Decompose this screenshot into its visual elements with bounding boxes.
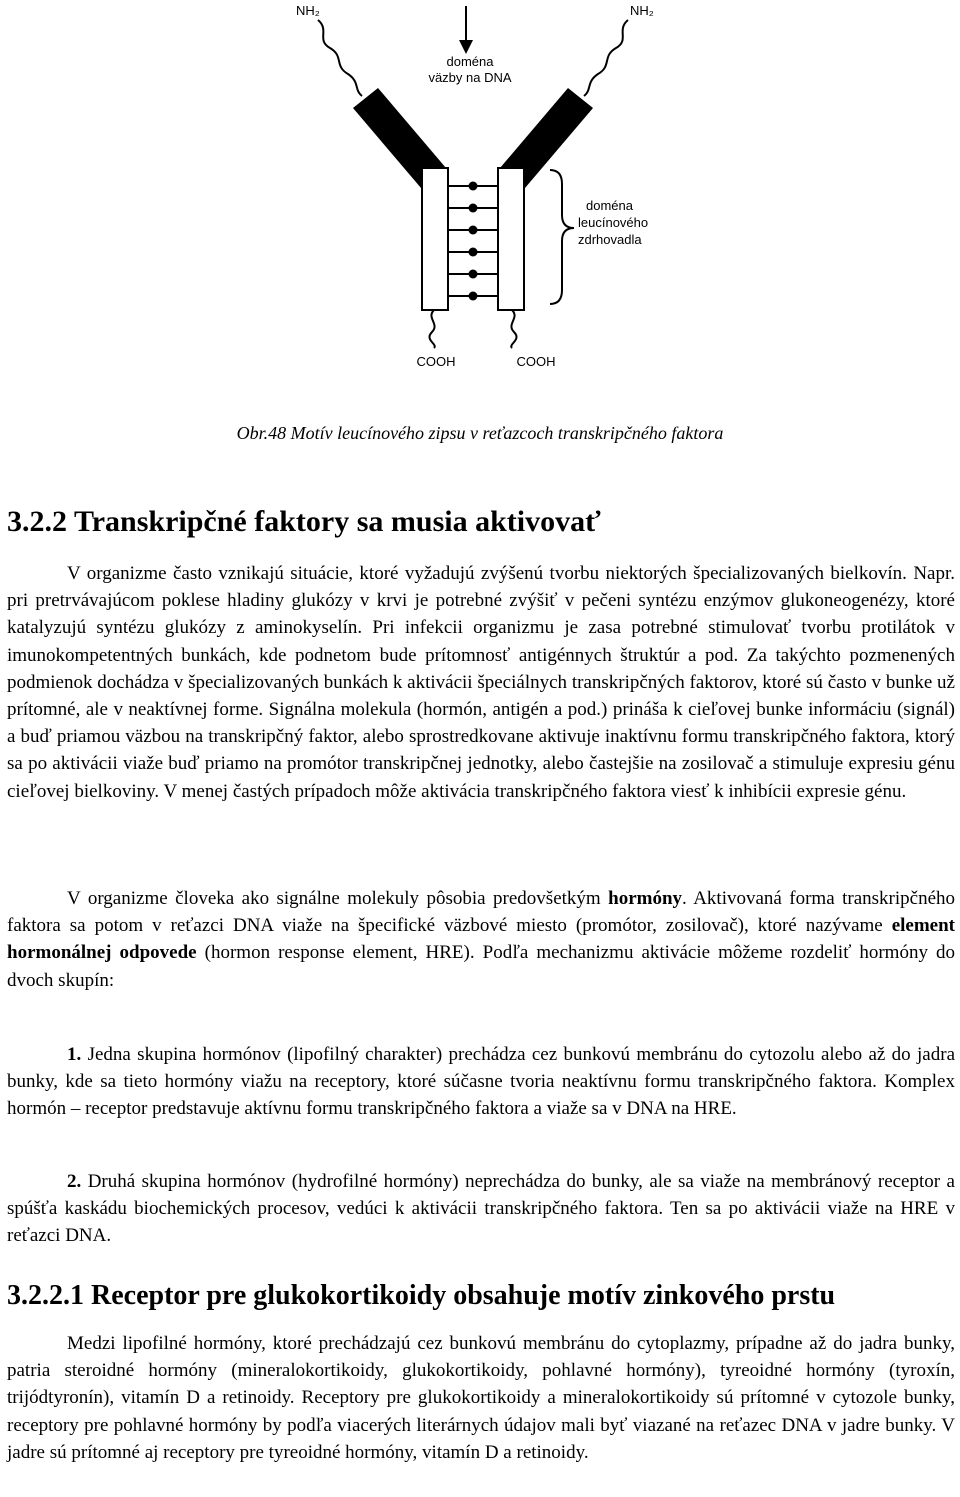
paragraph-2: V organizme človeka ako signálne molekuly pôsobia predovšetkým hormóny. Aktivovaná forma transkripčného faktora sa potom v reťazci DNA viaže na špecifické väzbové miesto (promótor, zosilovač), ktoré nazývame element hormonálnej odpovede (hormon response element, HRE). Podľa mechanizmu aktivácie môžeme rozdeliť hormóny do dvoch skupín: bbox=[7, 888, 955, 991]
left-zipper-helix bbox=[422, 168, 448, 310]
cooh-left-label: COOH bbox=[416, 354, 456, 369]
dna-arrow-icon bbox=[459, 6, 473, 54]
subsection-heading: 3.2.2.1 Receptor pre glukokortikoidy obsahuje motív zinkového prstu bbox=[7, 1280, 836, 1311]
nh2-right-label: NH₂ bbox=[630, 3, 654, 18]
zipper-domain-label-2: leucínového bbox=[578, 215, 649, 230]
left-c-terminal-strand bbox=[429, 310, 434, 348]
left-n-terminal-strand bbox=[318, 20, 362, 96]
zipper-brace-icon bbox=[550, 170, 574, 304]
hormones-term: hormóny bbox=[608, 888, 683, 909]
dna-domain-label-1: doména bbox=[446, 54, 494, 69]
right-n-terminal-strand bbox=[584, 20, 628, 96]
dna-domain-label-2: väzby na DNA bbox=[428, 70, 512, 85]
zipper-domain-label-1: doména bbox=[586, 198, 633, 213]
paragraph-4: 2. Druhá skupina hormónov (hydrofilné hormóny) neprechádza do bunky, ale sa viaže na membránový receptor a spúšťa kaskádu biochemických procesov, vedúci k aktivácii transkripčného faktora. Ten sa po aktivácii viaže na HRE v reťazci DNA. bbox=[7, 1171, 955, 1247]
leucine-zipper-diagram bbox=[0, 0, 960, 390]
leucine-bonds bbox=[448, 182, 498, 301]
right-zipper-helix bbox=[498, 168, 524, 310]
hre-term: element hormonálnej odpovede bbox=[7, 915, 955, 964]
right-c-terminal-strand bbox=[511, 310, 516, 348]
paragraph-1: V organizme často vznikajú situácie, ktoré vyžadujú zvýšenú tvorbu niektorých špecializovaných bielkovín. Napr. pri pretrvávajúcom poklese hladiny glukózy v krvi je potrebné zvýšiť v pečeni syntézu enzýmov glukoneogenézy, ktoré katalyzujú syntézu glukózy z aminokyselín. Pri infekcii organizmu je zasa potrebné stimulovať tvorbu protilátok v imunokompetentných bunkách, kde podnetom bude prítomnosť antigénnych štruktúr a pod. Za takýchto pozmenených podmienok dochádza v špecializovaných bunkách k aktivácii špeciálnych transkripčných faktorov, ktoré sú často v bunke už prítomné, ale v neaktívnej forme. Signálna molekula (hormón, antigén a pod.) prináša k cieľovej bunke informáciu (signál) a buď priamou väzbou na transkripčný faktor, alebo sprostredkovane aktivuje inaktívnu formu transkripčného faktora, ktorý sa po aktivácii viaže buď priamo na promótor transkripčnej jednotky, alebo častejšie na zosilovač a stimuluje expresiu génu cieľovej bielkoviny. V menej častých prípadoch môže aktivácia transkripčného faktora viesť k inhibícii expresie génu. bbox=[7, 563, 955, 802]
paragraph-5: Medzi lipofilné hormóny, ktoré prechádzajú cez bunkovú membránu do cytoplazmy, prípadne až do jadra bunky, patria steroidné hormóny (mineralokortikoidy, glukokortikoidy, pohlavné hormóny), tyreoidné hormóny (tyroxín, trijódtyronín), vitamín D a retinoidy. Receptory pre glukokortikoidy a mineralokortikoidy sú prítomné v cytozole bunky, receptory pre pohlavné hormóny by podľa viacerých literárnych údajov mali byť viazané na reťazec DNA v jadre bunky. V jadre sú prítomné aj receptory pre tyreoidné hormóny, vitamín D a retinoidy. bbox=[7, 1333, 955, 1463]
cooh-right-label: COOH bbox=[516, 354, 556, 369]
figure-caption: Obr.48 Motív leucínového zipsu v reťazcoch transkripčného faktora bbox=[236, 423, 724, 443]
zipper-domain-label-3: zdrhovadla bbox=[578, 232, 642, 247]
section-heading: 3.2.2 Transkripčné faktory sa musia aktivovať bbox=[7, 505, 601, 538]
nh2-left-label: NH₂ bbox=[296, 3, 320, 18]
paragraph-3: 1. Jedna skupina hormónov (lipofilný charakter) prechádza cez bunkovú membránu do cytozolu alebo až do jadra bunky, kde sa tieto hormóny viažu na receptory, ktoré súčasne tvoria neaktívnu formu transkripčného faktora. Komplex hormón – receptor predstavuje aktívnu formu transkripčného faktora a viaže sa v DNA na HRE. bbox=[7, 1044, 955, 1120]
